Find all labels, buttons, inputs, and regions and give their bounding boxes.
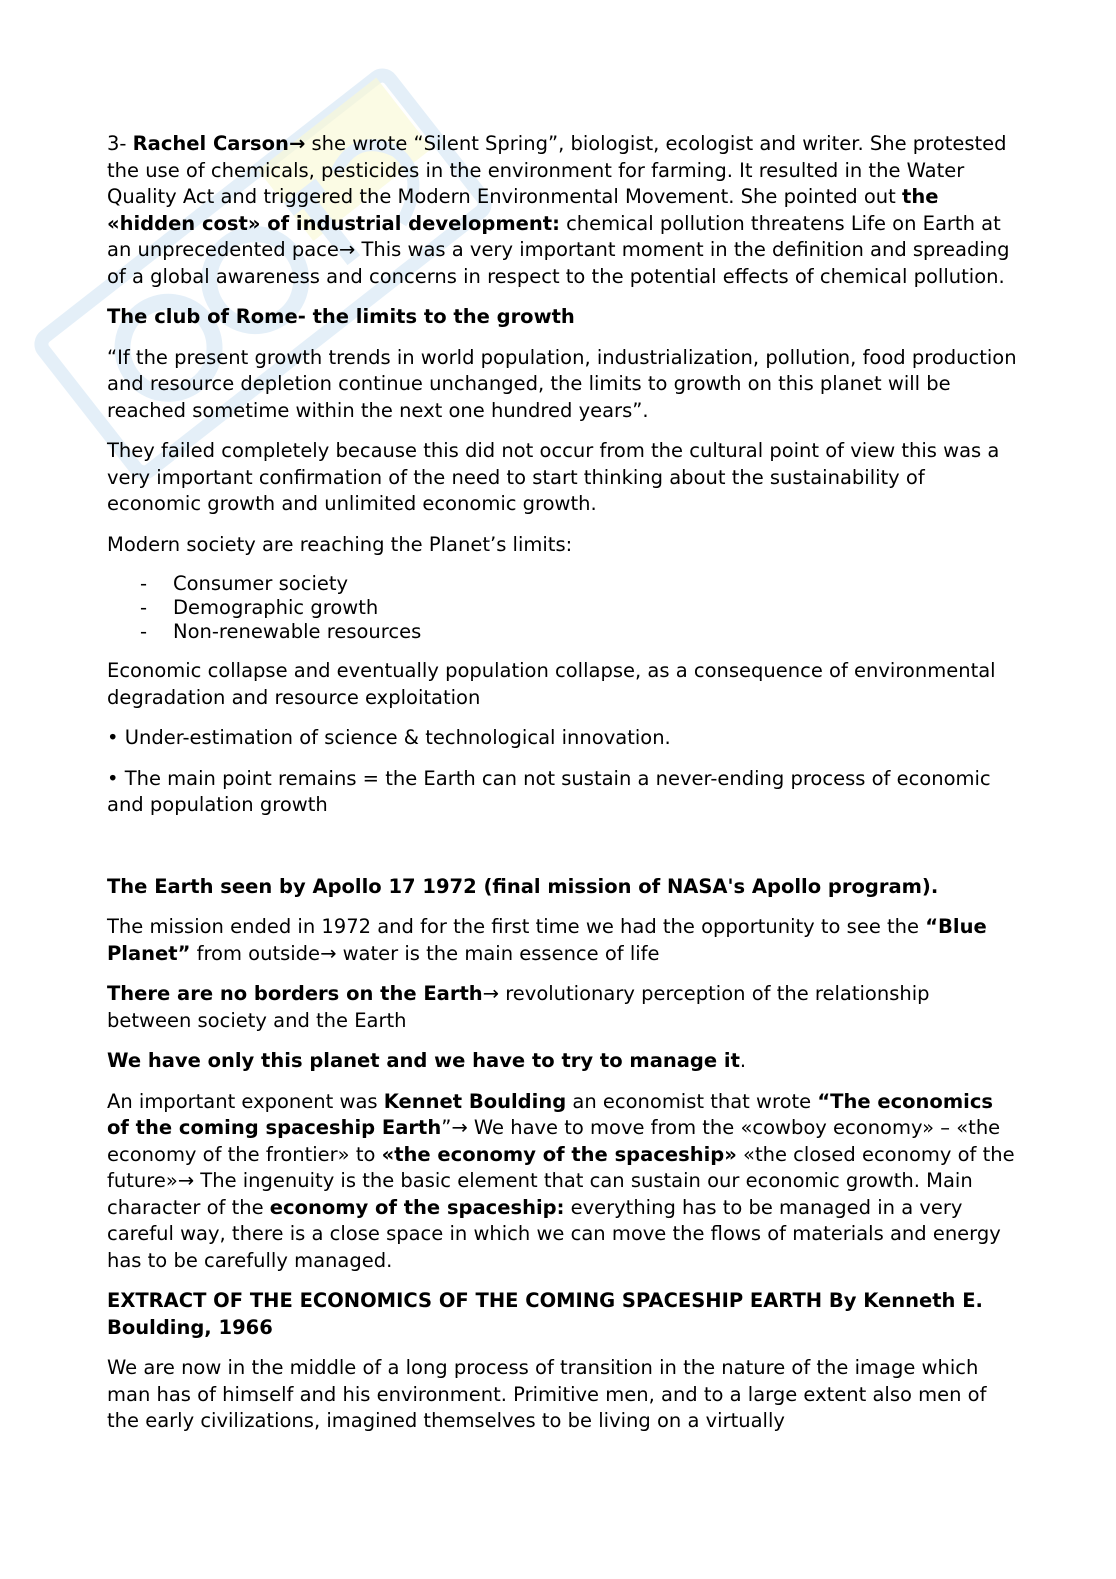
apollo-mission-paragraph: The mission ended in 1972 and for the first time we had the opportunity to see the “Blue Planet” from outside→ water is the main essence of life	[107, 915, 987, 965]
collapse-paragraph: Economic collapse and eventually population collapse, as a consequence of environmental degradation and resource exploitation	[107, 659, 996, 709]
arrow-icon: →	[338, 238, 356, 261]
club-of-rome-quote: “If the present growth trends in world population, industrialization, pollution, food production and resource depletion continue unchanged, the limits to growth on this planet will be reached sometime within the next one hundred years”.	[107, 345, 1017, 422]
limits-list	[107, 572, 1017, 644]
bullet-main-point: • The main point remains = the Earth can not sustain a never-ending process of economic and population growth	[107, 766, 991, 816]
list-item: - Consumer society	[140, 572, 349, 595]
arrow-icon: →	[177, 1169, 195, 1192]
extract-heading: EXTRACT OF THE ECONOMICS OF THE COMING SPACESHIP EARTH By Kenneth E. Boulding, 1966	[107, 1289, 983, 1339]
arrow-icon: →	[320, 941, 337, 965]
apollo-heading: The Earth seen by Apollo 17 1972 (final mission of NASA's Apollo program).	[107, 874, 939, 898]
list-item: - Non-renewable resources	[140, 620, 422, 643]
rachel-carson-name: Rachel Carson→	[132, 132, 306, 155]
boulding-paragraph: An important exponent was Kennet Boulding an economist that wrote “The economics of the coming spaceship Earth”→ We have to move from the «cowboy economy» – «the economy of the frontier» to «the economy of the spaceship» «the closed economy of the future»→ The ingenuity is the basic element that can sustain our economic growth. Main character of the economy of the spaceship: everything has to be managed in a very careful way, there is a close space in which we can move the flows of materials and energy has to be carefully managed.	[107, 1089, 1015, 1272]
rachel-carson-paragraph: 3- Rachel Carson→ she wrote “Silent Spring”, biologist, ecologist and writer. She protested the use of chemicals, pesticides in the environment for farming. It resulted in the Water Quality Act and triggered the Modern Environmental Movement. She pointed out the «hidden cost» of industrial development: chemical pollution threatens Life on Earth at an unprecedented pace→ This was a very important moment in the definition and spreading of a global awareness and concerns in respect to the potential effects of chemical pollution.	[107, 132, 1010, 288]
extract-paragraph: We are now in the middle of a long process of transition in the nature of the image which man has of himself and his environment. Primitive men, and to a large extent also men of the early civilizations, imagined themselves to be living on a virtually	[107, 1356, 987, 1432]
arrow-icon: →	[451, 1116, 468, 1139]
limits-intro: Modern society are reaching the Planet’s limits:	[107, 532, 573, 556]
one-planet-paragraph: We have only this planet and we have to try to manage it.	[107, 1049, 747, 1072]
list-item: - Demographic growth	[140, 596, 379, 619]
document-page	[107, 131, 1017, 1449]
bullet-underestimation: • Under-estimation of science & technological innovation.	[107, 726, 671, 749]
arrow-icon: →	[288, 132, 306, 155]
arrow-icon: →	[482, 982, 499, 1005]
club-of-rome-heading: The club of Rome- the limits to the growth	[107, 305, 575, 328]
no-borders-paragraph: There are no borders on the Earth→ revolutionary perception of the relationship between society and the Earth	[107, 982, 930, 1032]
failed-paragraph: They failed completely because this did not occur from the cultural point of view this was a very important confirmation of the need to start thinking about the sustainability of economic growth and unlimited economic growth.	[107, 439, 1000, 515]
